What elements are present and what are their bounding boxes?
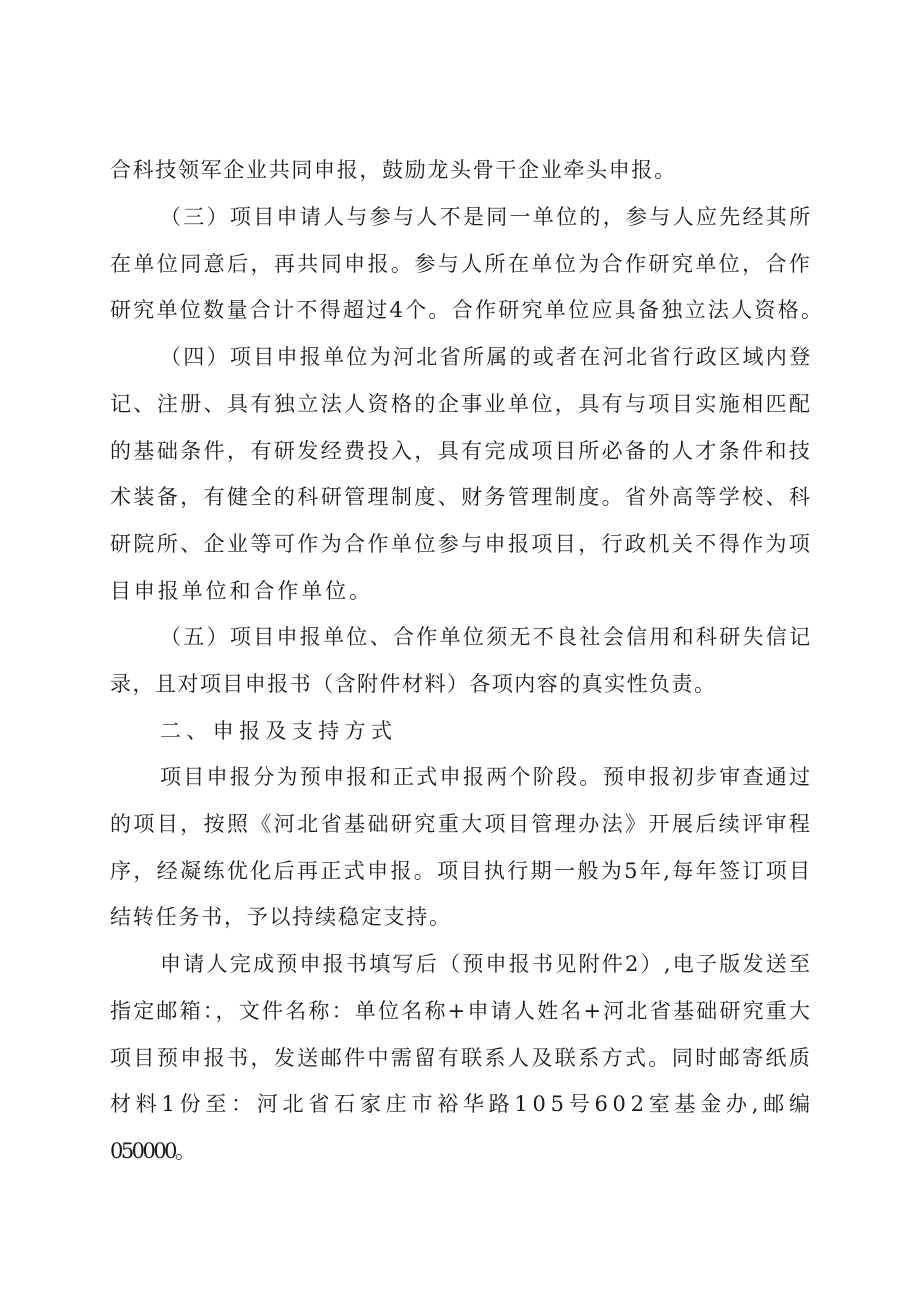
paragraph-line: 指定邮箱：，文件名称：单位名称+申请人姓名+河北省基础研究重大	[110, 999, 813, 1023]
paragraph-line: 目申报单位和合作单位。	[110, 579, 373, 603]
paragraph-line: 结转任务书，予以持续稳定支持。	[110, 905, 452, 929]
paragraph-line: （五）项目申报单位、合作单位须无不良社会信用和科研失信记	[160, 625, 813, 649]
paragraph-line: 在单位同意后，再共同申报。参与人所在单位为合作研究单位，合作	[110, 252, 813, 276]
paragraph-line: 材料1份至：河北省石家庄市裕华路105号602室基金办,邮编	[110, 1092, 815, 1116]
paragraph-line: 050000。	[110, 1139, 194, 1163]
paragraph-line: （四）项目申报单位为河北省所属的或者在河北省行政区域内登	[160, 345, 813, 369]
paragraph-line: 项目预申报书，发送邮件中需留有联系人及联系方式。同时邮寄纸质	[110, 1046, 813, 1070]
paragraph-line: 研院所、企业等可作为合作单位参与申报项目，行政机关不得作为项	[110, 532, 813, 556]
paragraph-line: 合科技领军企业共同申报，鼓励龙头骨干企业牵头申报。	[110, 158, 677, 182]
section-heading: 二、申报及支持方式	[160, 719, 398, 743]
paragraph-line: 的基础条件，有研发经费投入，具有完成项目所必备的人才条件和技	[110, 439, 813, 463]
paragraph-line: 申请人完成预申报书填写后（预申报书见附件2）,电子版发送至	[160, 952, 813, 976]
paragraph-line: 录，且对项目申报书（含附件材料）各项内容的真实性负责。	[110, 672, 717, 696]
paragraph-line: 研究单位数量合计不得超过4个。合作研究单位应具备独立法人资格。	[110, 298, 825, 322]
paragraph-line: 项目申报分为预申报和正式申报两个阶段。预申报初步审查通过	[160, 765, 813, 789]
paragraph-line: 记、注册、具有独立法人资格的企事业单位，具有与项目实施相匹配	[110, 392, 813, 416]
paragraph-line: （三）项目申请人与参与人不是同一单位的，参与人应先经其所	[160, 205, 813, 229]
paragraph-line: 术装备，有健全的科研管理制度、财务管理制度。省外高等学校、科	[110, 485, 813, 509]
paragraph-line: 的项目，按照《河北省基础研究重大项目管理办法》开展后续评审程	[110, 812, 813, 836]
paragraph-line: 序，经凝练优化后再正式申报。项目执行期一般为5年,每年签订项目	[110, 859, 813, 883]
